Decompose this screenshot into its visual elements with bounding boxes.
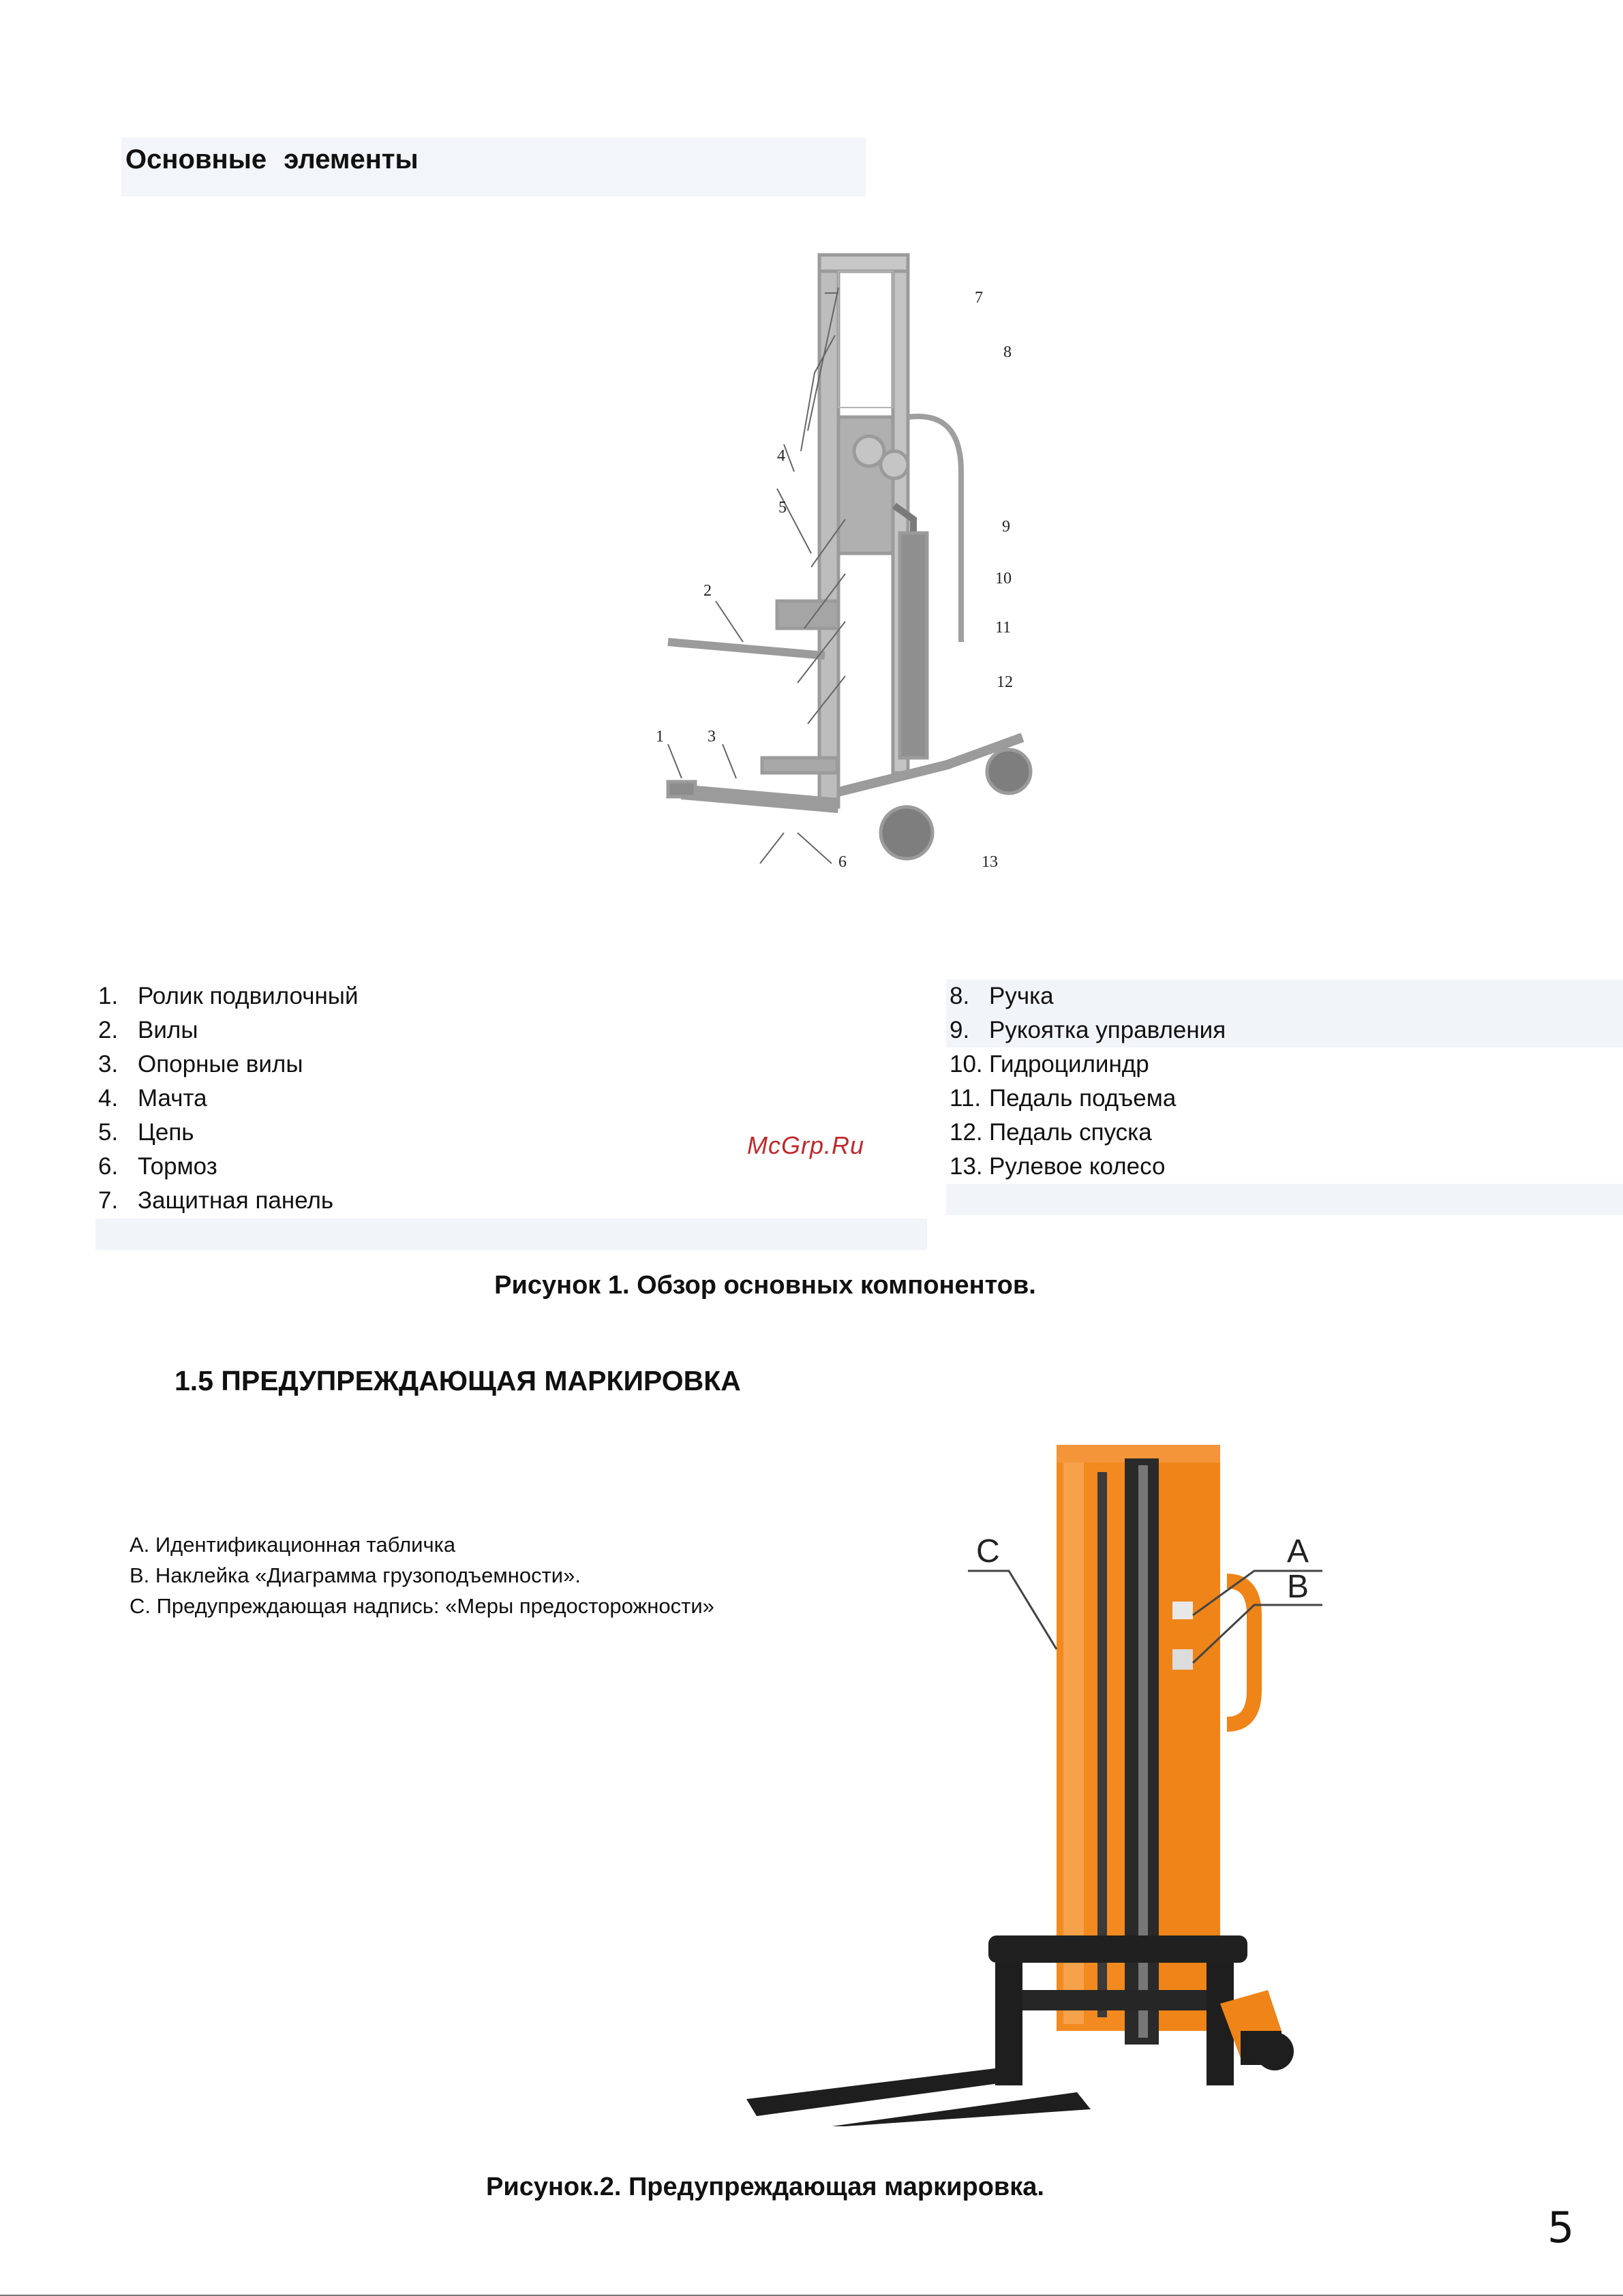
marking-c: C. Предупреждающая надпись: «Меры предосторожности»: [130, 1594, 714, 1618]
marking-a: A. Идентификационная табличка: [130, 1533, 456, 1557]
label-c: C: [976, 1533, 1000, 1570]
list-item: 9. Рукоятка управления: [950, 1017, 1226, 1043]
figure2-caption: Рисунок.2. Предупреждающая маркировка.: [485, 2173, 1044, 2201]
watermark: McGrp.Ru: [747, 1131, 865, 1159]
callout-2: 2: [703, 582, 712, 600]
callout-3: 3: [708, 728, 716, 746]
components-list-left: [98, 979, 359, 1218]
callout-10: 10: [995, 570, 1012, 587]
marking-b: B. Наклейка «Диаграмма грузоподъемности».: [130, 1563, 581, 1587]
components-left-background: [95, 1219, 927, 1250]
list-item: 6. Тормоз: [98, 1153, 217, 1180]
components-right-background-bottom: [946, 1184, 1623, 1215]
label-b: B: [1287, 1569, 1309, 1605]
callout-6: 6: [838, 853, 847, 871]
list-item: 13. Рулевое колесо: [950, 1153, 1166, 1180]
figure1-caption: Рисунок 1. Обзор основных компонентов.: [494, 1271, 1036, 1300]
label-a: A: [1287, 1533, 1309, 1570]
callout-12: 12: [997, 673, 1013, 691]
markings-list: [130, 1529, 714, 1621]
page-number: 5: [1547, 2203, 1575, 2252]
list-item: 7. Защитная панель: [98, 1187, 334, 1214]
list-item: 1. Ролик подвилочный: [98, 983, 359, 1009]
list-item: 5. Цепь: [98, 1119, 194, 1146]
page-heading: Основные элементы: [125, 144, 419, 174]
list-item: 3. Опорные вилы: [98, 1051, 303, 1077]
callout-1: 1: [656, 728, 664, 746]
figure-components-diagram: [641, 247, 1050, 887]
callout-11: 11: [995, 619, 1012, 637]
components-list-right: [950, 979, 1226, 1184]
list-item: 8. Ручка: [950, 983, 1054, 1009]
list-item: 2. Вилы: [98, 1017, 198, 1043]
list-item: 11. Педаль подъема: [950, 1085, 1177, 1112]
callout-8: 8: [1003, 343, 1012, 361]
section-title: 1.5 ПРЕДУПРЕЖДАЮЩАЯ МАРКИРОВКА: [175, 1365, 741, 1396]
callout-7: 7: [975, 289, 983, 307]
callout-5: 5: [778, 499, 787, 517]
callout-9: 9: [1002, 518, 1010, 536]
callout-13: 13: [982, 853, 998, 871]
list-item: 4. Мачта: [98, 1085, 207, 1112]
list-item: 12. Педаль спуска: [950, 1119, 1152, 1146]
list-item: 10. Гидроцилиндр: [950, 1051, 1149, 1077]
figure-warning-labels-photo: [736, 1445, 1350, 2126]
callout-4: 4: [777, 447, 785, 465]
